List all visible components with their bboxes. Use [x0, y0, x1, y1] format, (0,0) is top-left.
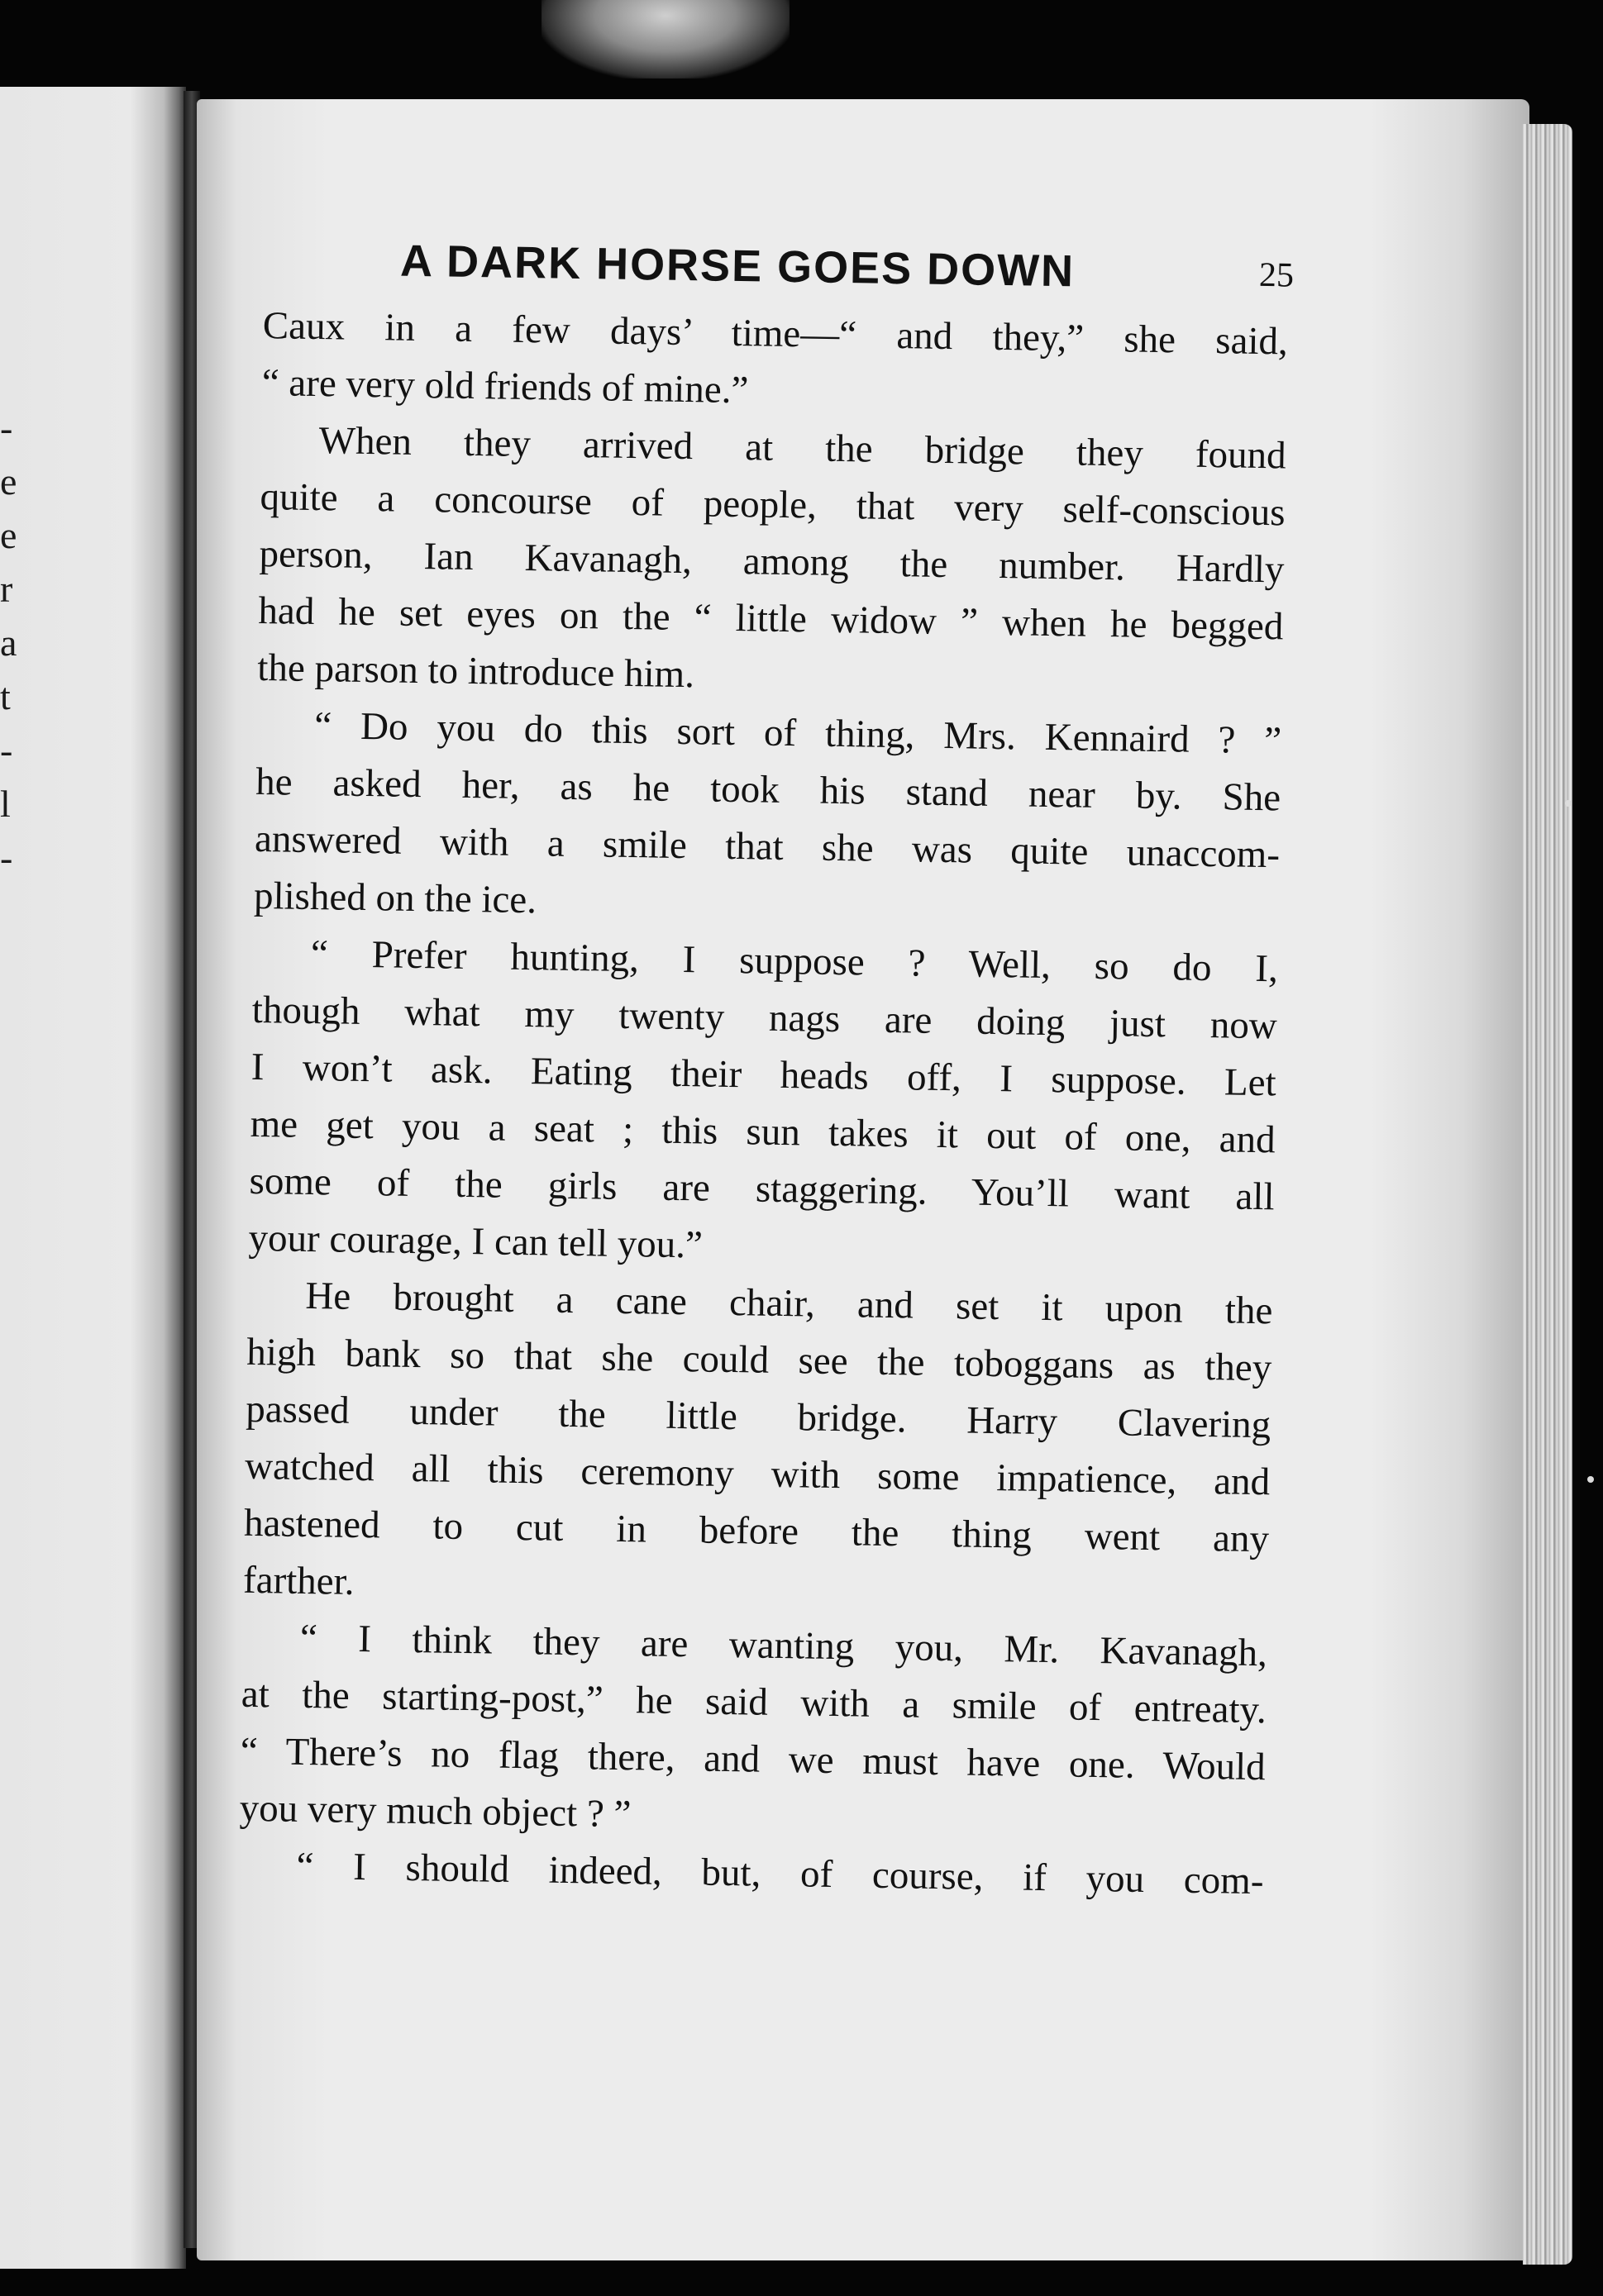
- running-head: [263, 215, 1295, 313]
- text-line: the parson to introduce him.: [256, 645, 695, 697]
- paragraph: [254, 697, 1282, 941]
- text-line: at the starting-post,” he said with a smile of entreaty.: [241, 1672, 1267, 1732]
- text-line: hastened to cut in before the thing went any: [243, 1501, 1270, 1561]
- text-line: Caux in a few days’ time—“ and they,” she said,: [262, 303, 1289, 364]
- paragraph: [239, 1609, 1267, 1853]
- text-line: quite a concourse of people, that very self-conscious: [260, 474, 1286, 535]
- running-head-title: A DARK HORSE GOES DOWN: [399, 236, 1076, 297]
- paragraph: [248, 925, 1278, 1283]
- text-line: “ I should indeed, but, of course, if you com-: [296, 1844, 1264, 1903]
- text-line: “ are very old friends of mine.”: [261, 360, 749, 412]
- fragment: -: [0, 407, 13, 449]
- speck: [1587, 1476, 1594, 1483]
- fragment: -: [0, 836, 13, 879]
- text-line: your courage, I can tell you.”: [248, 1216, 704, 1267]
- fragment: e: [0, 460, 17, 503]
- facing-page-left: [0, 87, 186, 2269]
- page-edges-right: [1523, 124, 1572, 2265]
- fragment: a: [0, 622, 17, 664]
- body-text: [238, 298, 1288, 1910]
- paragraph: [261, 298, 1288, 427]
- paragraph: [257, 412, 1286, 712]
- speck: [1565, 800, 1572, 807]
- text-line: answered with a smile that she was quite unaccom-: [254, 817, 1281, 877]
- text-line: “ Do you do this sort of thing, Mrs. Kennaird ? ”: [313, 704, 1282, 763]
- text-line: “ Prefer hunting, I suppose ? Well, so do I,: [310, 931, 1279, 991]
- text-line: When they arrived at the bridge they found: [318, 419, 1286, 478]
- text-line: passed under the little bridge. Harry Clavering: [245, 1387, 1271, 1447]
- text-line: high bank so that she could see the toboggans as they: [246, 1330, 1272, 1390]
- text-line: me get you a seat ; this sun takes it out of one, and: [250, 1102, 1276, 1162]
- text-line: had he set eyes on the “ little widow ” when he begged: [258, 588, 1284, 649]
- text-line: farther.: [242, 1558, 355, 1603]
- fragment: -: [0, 729, 13, 771]
- text-line: I won’t ask. Eating their heads off, I suppose. Let: [250, 1045, 1277, 1105]
- text-line: person, Ian Kavanagh, among the number. Hardly: [259, 531, 1285, 592]
- text-line: plished on the ice.: [253, 874, 537, 922]
- torn-paper-scrap: [541, 0, 790, 79]
- text-line: He brought a cane chair, and set it upon the: [305, 1274, 1273, 1333]
- text-line: some of the girls are staggering. You’ll want all: [249, 1159, 1275, 1219]
- fragment: e: [0, 514, 17, 556]
- paragraph: [243, 1267, 1273, 1625]
- text-line: “ There’s no flag there, and we must have one. Would: [240, 1729, 1267, 1789]
- page-number: 25: [1258, 255, 1295, 295]
- fragment: r: [0, 568, 13, 610]
- text-line: though what my twenty nags are doing just now: [251, 988, 1278, 1048]
- fragment: t: [0, 675, 11, 717]
- text-line: “ I think they are wanting you, Mr. Kavanagh,: [299, 1616, 1268, 1675]
- page-text-block: [238, 215, 1295, 1910]
- text-line: watched all this ceremony with some impatience, and: [244, 1444, 1271, 1504]
- text-line: you very much object ? ”: [239, 1786, 632, 1836]
- fragment: l: [0, 783, 11, 825]
- facing-page-text-fragments: [0, 401, 17, 884]
- text-line: he asked her, as he took his stand near by. She: [255, 760, 1281, 820]
